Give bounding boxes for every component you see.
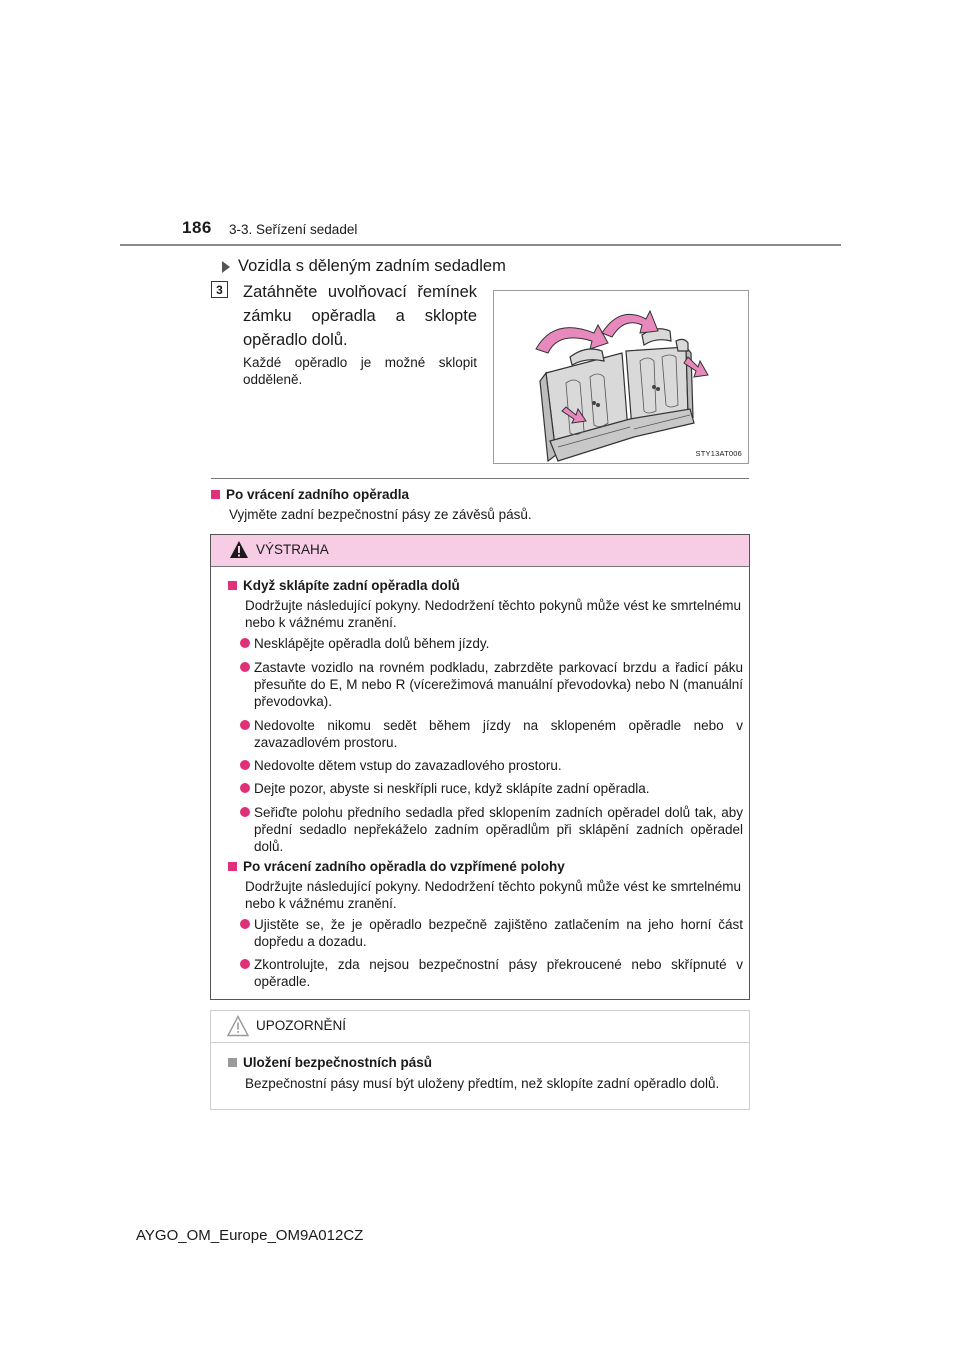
warning-section-heading: Když sklápíte zadní opěradla dolů <box>228 577 741 595</box>
figure-code: STY13AT006 <box>695 449 742 458</box>
caution-title: UPOZORNĚNÍ <box>256 1018 347 1033</box>
warning-title: VÝSTRAHA <box>256 542 329 557</box>
caution-heading: Uložení bezpečnostních pásů <box>228 1054 741 1072</box>
pink-dot-icon <box>240 807 250 817</box>
pink-dot-icon <box>240 919 250 929</box>
square-bullet-icon <box>211 490 220 499</box>
pink-dot-icon <box>240 720 250 730</box>
list-item: Nedovolte dětem vstup do zavazadlového prostoru. <box>240 757 743 774</box>
caution-box <box>210 1010 750 1110</box>
seat-folding-figure <box>493 290 749 464</box>
page-number: 186 <box>182 218 212 237</box>
info-heading: Po vrácení zadního opěradla <box>211 486 409 504</box>
subsection-heading <box>222 257 506 276</box>
square-bullet-icon <box>228 862 237 871</box>
list-item: Ujistěte se, že je opěradlo bezpečně zajištěno zatlačením na jeho horní část dopředu a dozadu. <box>240 916 743 950</box>
pink-dot-icon <box>240 760 250 770</box>
step-note: Každé opěradlo je možné sklopit odděleně. <box>243 355 477 387</box>
section-divider <box>211 478 749 479</box>
step-instruction: Zatáhněte uvolňovací řemínek zámku opěradla a sklopte opěradlo dolů. <box>243 283 477 349</box>
list-item: Nesklápějte opěradla dolů během jízdy. <box>240 635 743 652</box>
warning-section-text: Dodržujte následující pokyny. Nedodržení těchto pokynů může vést ke smrtelnému nebo k vážnému zranění. <box>245 598 741 630</box>
list-item: Seřiďte polohu předního sedadla před sklopením zadních opěradel dolů tak, aby přední sedadlo nepřekáželo zadním opěradlům při sklápění zadních opěradel dolů. <box>240 804 743 855</box>
list-item: Dejte pozor, abyste si neskřípli ruce, když sklápíte zadní opěradla. <box>240 780 743 797</box>
warning-header <box>211 535 749 567</box>
pink-dot-icon <box>240 662 250 672</box>
list-item: Nedovolte nikomu sedět během jízdy na sklopeném opěradle nebo v zavazadlovém prostoru. <box>240 717 743 751</box>
section-reference: 3-3. Seřízení sedadel <box>229 222 358 237</box>
document-id: AYGO_OM_Europe_OM9A012CZ <box>136 1227 364 1244</box>
square-bullet-icon <box>228 1058 237 1067</box>
triangle-bullet-icon <box>222 261 230 273</box>
list-item: Zkontrolujte, zda nejsou bezpečnostní pásy překroucené nebo skřípnuté v opěradle. <box>240 956 743 990</box>
step-number-box: 3 <box>211 281 228 298</box>
pink-dot-icon <box>240 959 250 969</box>
warning-box <box>210 534 750 1000</box>
caution-header <box>211 1011 749 1043</box>
subsection-title: Vozidla s děleným zadním sedadlem <box>238 257 506 275</box>
rear-seat-illustration <box>494 291 748 463</box>
caution-triangle-icon <box>227 1015 249 1037</box>
list-item: Zastavte vozidlo na rovném podkladu, zabrzděte parkovací brzdu a řadicí páku přesuňte do E, M nebo R (vícerežimová manuální převodovka) nebo N (manuální převodovka). <box>240 659 743 710</box>
pink-dot-icon <box>240 638 250 648</box>
pink-dot-icon <box>240 783 250 793</box>
warning-section-text: Dodržujte následující pokyny. Nedodržení těchto pokynů může vést ke smrtelnému nebo k vážnému zranění. <box>245 879 741 911</box>
caution-text: Bezpečnostní pásy musí být uloženy předtím, než sklopíte zadní opěradlo dolů. <box>245 1076 720 1091</box>
warning-triangle-icon <box>229 540 249 559</box>
square-bullet-icon <box>228 581 237 590</box>
header-rule <box>120 244 841 246</box>
warning-section-heading: Po vrácení zadního opěradla do vzpřímené polohy <box>228 858 741 876</box>
info-text: Vyjměte zadní bezpečnostní pásy ze závěsů pásů. <box>229 507 532 522</box>
